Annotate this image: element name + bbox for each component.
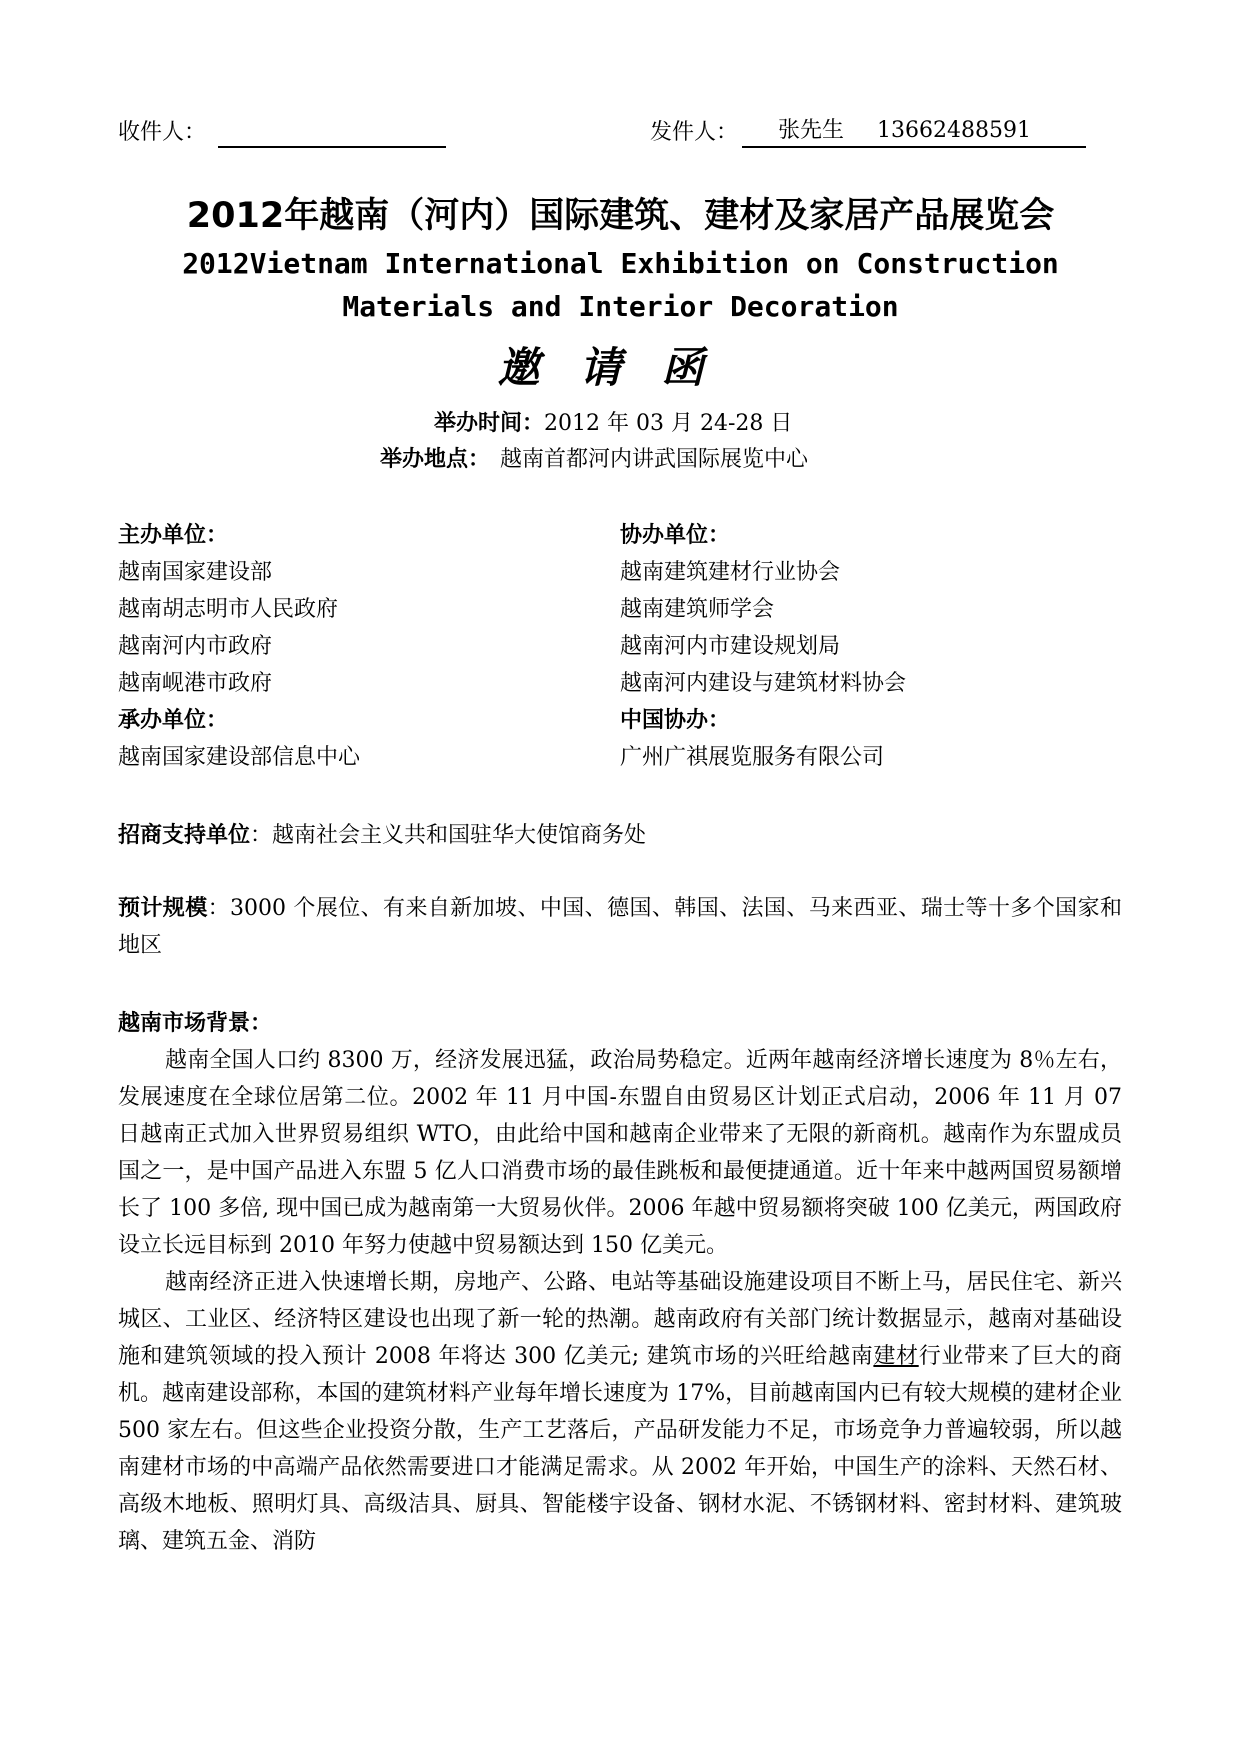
- background-paragraph-2: [118, 1264, 1122, 1560]
- sender-field: [742, 118, 1086, 148]
- recipient-blank-line[interactable]: [218, 120, 446, 148]
- event-place: [380, 447, 808, 473]
- undertaker-value: 越南国家建设部信息中心: [118, 745, 361, 770]
- co-organizer-item: 越南河内市建设规划局: [620, 634, 841, 659]
- background-paragraph-2-part2: 行业带来了巨大的商机。越南建设部称，本国的建筑材料产业每年增长速度为 17%，目前越南国内已有较大规模的建材企业 500 家左右。但这些企业投资分散，生产工艺落后，产品研发能力不足，市场竞争力普遍较弱，所以越南建材市场的中高端产品依然需要进口才能满足需求。从 2002 年开始，中国生产的涂料、天然石材、高级木地板、照明灯具、高级洁具、厨具、智能楼宇设备、钢材水泥、不锈钢材料、密封材料、建筑玻璃、建筑五金、消防: [118, 1344, 1122, 1554]
- background-body: [118, 1042, 1122, 1560]
- co-organizer-label: 协办单位：: [620, 523, 731, 548]
- event-time-value: 2012 年 03 月 24-28 日: [544, 411, 793, 436]
- title-english-line1: 2012Vietnam International Exhibition on Construction: [182, 247, 1059, 280]
- background-paragraph-1: 越南全国人口约 8300 万，经济发展迅猛，政治局势稳定。近两年越南经济增长速度为 8％左右，发展速度在全球位居第二位。2002 年 11 月中国-东盟自由贸易区计划正式启动，2006 年 11 月 07 日越南正式加入世界贸易组织 WTO，由此给中国和越南企业带来了无限的新商机。越南作为东盟成员国之一，是中国产品进入东盟 5 亿人口消费市场的最佳跳板和最便捷通道。近十年来中越两国贸易额增长了 100 多倍, 现中国已成为越南第一大贸易伙伴。2006 年越中贸易额将突破 100 亿美元，两国政府设立长远目标到 2010 年努力使越中贸易额达到 150 亿美元。: [118, 1048, 1122, 1258]
- sender-label: 发件人：: [650, 120, 739, 145]
- host-item: 越南河内市政府: [118, 634, 273, 659]
- sender-phone: 13662488591: [877, 118, 1031, 143]
- title-chinese: 2012年越南（河内）国际建筑、建材及家居产品展览会: [186, 196, 1055, 236]
- scale-value: ：3000 个展位、有来自新加坡、中国、德国、韩国、法国、马来西亚、瑞士等十多个国家和地区: [118, 896, 1122, 958]
- undertaker-label: 承办单位：: [118, 708, 229, 733]
- support-unit: [118, 823, 646, 849]
- support-value: ：越南社会主义共和国驻华大使馆商务处: [250, 823, 647, 848]
- event-place-label: 举办地点：: [380, 447, 491, 472]
- background-paragraph-2-part1: 越南经济正进入快速增长期，房地产、公路、电站等基础设施建设项目不断上马，居民住宅、新兴城区、工业区、经济特区建设也出现了新一轮的热潮。越南政府有关部门统计数据显示，越南对基础设施和建筑领域的投入预计 2008 年将达 300 亿美元; 建筑市场的兴旺给越南: [118, 1270, 1122, 1369]
- co-organizer-item: 越南建筑建材行业协会: [620, 560, 841, 585]
- scale-label: 预计规模: [118, 896, 208, 921]
- event-time: [434, 411, 792, 437]
- co-organizer-item: 越南河内建设与建筑材料协会: [620, 671, 907, 696]
- co-organizer-item: 越南建筑师学会: [620, 597, 775, 622]
- sender-name: 张先生: [778, 118, 845, 143]
- event-place-value: 越南首都河内讲武国际展览中心: [500, 447, 809, 472]
- host-item: 越南胡志明市人民政府: [118, 597, 339, 622]
- china-co-value: 广州广祺展览服务有限公司: [620, 745, 885, 770]
- title-english-line2: Materials and Interior Decoration: [342, 290, 899, 323]
- china-co-label: 中国协办：: [620, 708, 731, 733]
- invitation-heading: 邀请函: [497, 343, 744, 392]
- host-item: 越南岘港市政府: [118, 671, 273, 696]
- building-materials-link[interactable]: 建材: [873, 1344, 919, 1369]
- host-label: 主办单位：: [118, 523, 229, 548]
- support-label: 招商支持单位: [118, 823, 251, 848]
- scale-paragraph: [118, 890, 1122, 964]
- recipient-label: 收件人：: [118, 120, 207, 145]
- background-label: 越南市场背景：: [118, 1011, 273, 1036]
- host-item: 越南国家建设部: [118, 560, 273, 585]
- event-time-label: 举办时间：: [434, 411, 545, 436]
